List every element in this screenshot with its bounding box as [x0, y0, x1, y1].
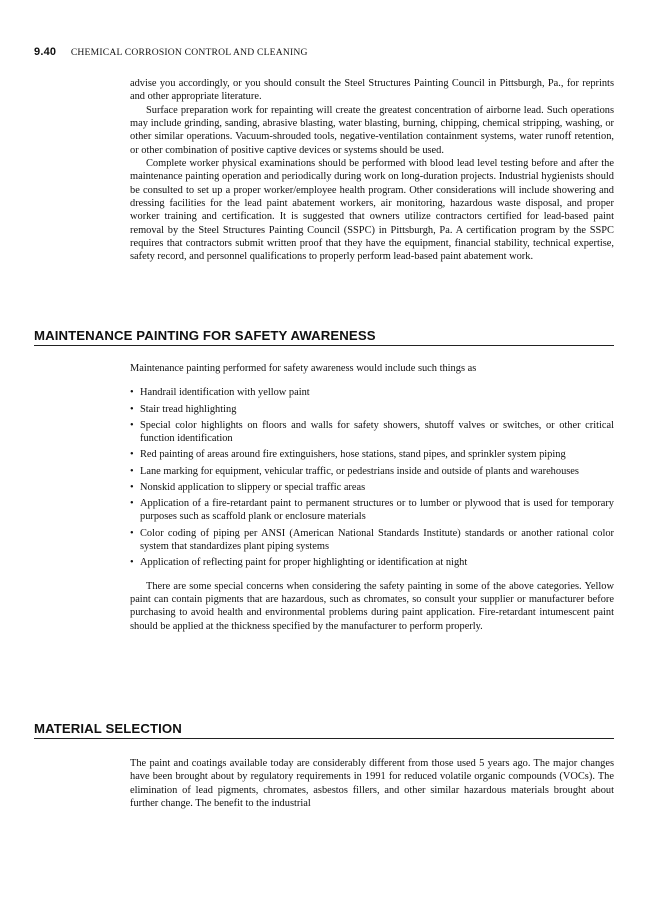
section-heading-material: MATERIAL SELECTION — [34, 721, 614, 739]
running-title: CHEMICAL CORROSION CONTROL AND CLEANING — [70, 47, 308, 58]
list-item: • Special color highlights on floors and walls for safety showers, shutoff valves or switches, or other critical function identification — [130, 419, 614, 446]
safety-bullet-list — [130, 386, 614, 569]
page-number: 9.40 — [34, 46, 57, 58]
list-item: • Red painting of areas around fire extinguishers, hose stations, stand pipes, and sprinkler system piping — [130, 448, 614, 461]
running-header — [34, 46, 308, 58]
intro-text-block — [130, 77, 614, 264]
list-item: • Handrail identification with yellow paint — [130, 386, 614, 399]
safety-text-block — [130, 362, 614, 633]
list-item: • Lane marking for equipment, vehicular traffic, or pedestrians inside and outside of plants and warehouses — [130, 465, 614, 478]
material-paragraph: The paint and coatings available today are considerably different from those used 5 years ago. The major changes have been brought about by regulatory requirements in 1991 for reduced volatile organic compounds (VOCs). The elimination of lead pigments, chromates, asbestos fillers, and other similar hazardous materials brought about further change. The benefit to the industrial — [130, 758, 614, 810]
list-item: • Application of a fire-retardant paint to permanent structures or to lumber or plywood that is used for temporary purposes such as scaffold plank or enclosure materials — [130, 497, 614, 524]
intro-paragraph: Complete worker physical examinations should be performed with blood lead level testing before and after the maintenance painting operation and periodically during work on long-duration projects. Industrial hygienists should be consulted to set up a proper worker/employee health program. Other considerations will include showering and dressing facilities for the lead paint abatement workers, air monitoring, hazardous waste disposal, and proper worker training and certification. It is suggested that owners utilize contractors certified for lead-based paint removal by the Steel Structures Painting Council (SSPC) in Pittsburgh, Pa. A certification program by the SSPC requires that contractors submit written proof that they have the equipment, financial stability, technical expertise, safety record, and personnel qualifications to properly perform lead-based paint abatement work. — [130, 158, 614, 263]
list-item: • Application of reflecting paint for proper highlighting or identification at night — [130, 556, 614, 569]
intro-paragraph: Surface preparation work for repainting will create the greatest concentration of airborne lead. Such operations may include grinding, sanding, abrasive blasting, water blasting, burning, chipping, chemical stripping, washing, or other similar operations. Vacuum-shrouded tools, negative-ventilation containment systems, water runoff retention, or other combination of positive captive devices or systems should be used. — [130, 104, 614, 156]
list-item: • Stair tread highlighting — [130, 403, 614, 416]
intro-paragraph: advise you accordingly, or you should consult the Steel Structures Painting Council in Pittsburgh, Pa., for reprints and other appropriate literature. — [130, 78, 614, 103]
list-item: • Color coding of piping per ANSI (American National Standards Institute) standards or another rational color system that standardizes plant piping systems — [130, 527, 614, 554]
section-heading-safety: MAINTENANCE PAINTING FOR SAFETY AWARENESS — [34, 328, 614, 346]
list-item: • Nonskid application to slippery or special traffic areas — [130, 481, 614, 494]
material-text-block — [130, 757, 614, 810]
safety-lead-in: Maintenance painting performed for safety awareness would include such things as — [130, 363, 477, 374]
safety-closing-paragraph: There are some special concerns when considering the safety painting in some of the above categories. Yellow paint can contain pigments that are hazardous, such as chromates, so consult your supplier or manufacturer before purchasing to avoid health and environmental problems during paint application. Fire-retardant intumescent paint should be applied at the thickness specified by the manufacturer to perform properly. — [130, 580, 614, 632]
